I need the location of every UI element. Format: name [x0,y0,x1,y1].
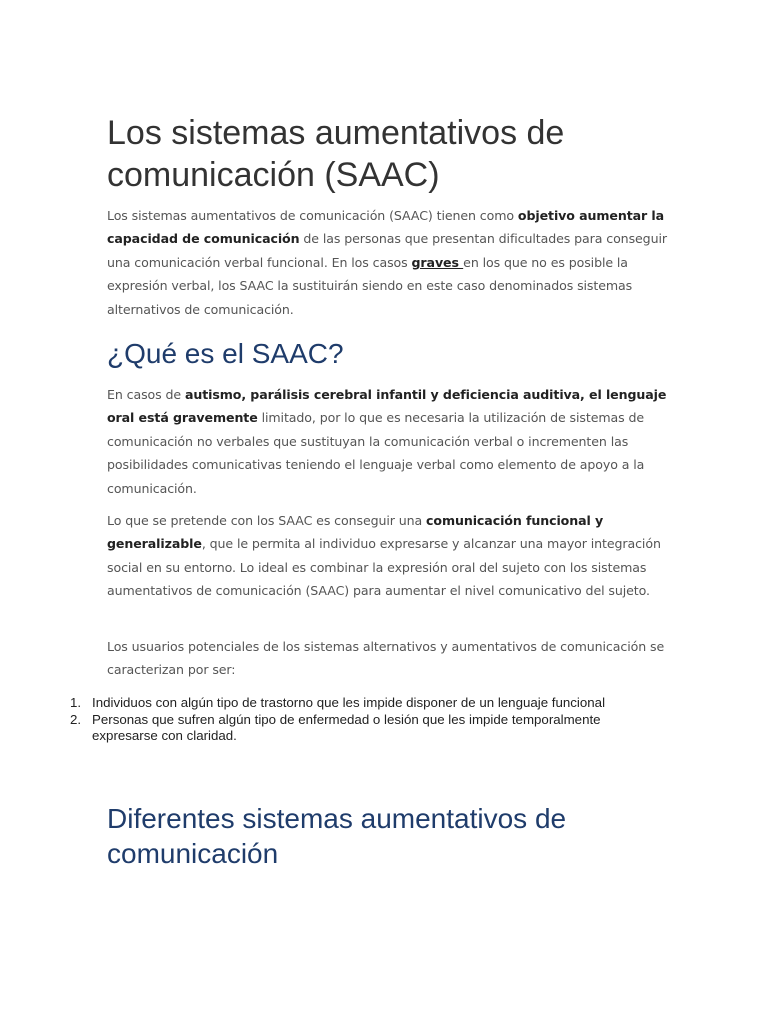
saac-paragraph-1 [107,383,667,500]
intro-paragraph [107,204,667,321]
intro-bold-graves: graves [411,254,464,270]
saac-paragraph-2 [107,509,667,603]
intro-text-2: de las personas que presentan dificultades para conseguir una comunicación verbal funcional. En los casos [107,231,667,270]
intro-text-1: Los sistemas aumentativos de comunicación (SAAC) tienen como [107,208,518,223]
intro-text-3: en los que no es posible la expresión verbal, los SAAC la sustituirán siendo en este caso denominados sistemas alternativos de comunicación. [107,254,633,317]
intro-bold-objective: objetivo aumentar la capacidad de comunicación [107,208,665,247]
users-list [70,695,652,745]
list-item [70,711,652,745]
list-item [70,695,652,712]
saac-p2-text-2: , que le permita al individuo expresarse y alcanzar una mayor integración social en su entorno. Lo ideal es combinar la expresión oral del sujeto con los sistemas aumentativos de comunicación (SAAC) para aumentar el nivel comunicativo del sujeto. [107,536,661,599]
list-item-text: Personas que sufren algún tipo de enfermedad o lesión que les impide temporalmente expresarse con claridad. [92,711,601,743]
section-heading-que-es: ¿Qué es el SAAC? [107,338,344,369]
section-heading-diferentes: Diferentes sistemas aumentativos de comunicación [107,803,567,869]
saac-p1-bold: autismo, parálisis cerebral infantil y deficiencia auditiva, el lenguaje oral está gravemente [107,387,667,426]
page-title: Los sistemas aumentativos de comunicación (SAAC) [107,114,565,194]
saac-p2-bold: comunicación funcional y generalizable [107,513,604,552]
saac-paragraph-3: Los usuarios potenciales de los sistemas alternativos y aumentativos de comunicación se caracterizan por ser: [107,639,665,678]
list-item-text: Individuos con algún tipo de trastorno que les impide disponer de un lenguaje funcional [92,695,606,710]
saac-p1-text-1: En casos de [107,387,185,402]
list-item-number: 2. [70,711,82,727]
saac-p1-text-2: limitado, por lo que es necesaria la utilización de sistemas de comunicación no verbales que sustituyan la comunicación verbal o incrementen las posibilidades comunicativas teniendo el lenguaje verbal como elemento de apoyo a la comunicación. [107,410,645,496]
list-item-number: 1. [70,695,82,710]
saac-p2-text-1: Lo que se pretende con los SAAC es conseguir una [107,513,427,528]
